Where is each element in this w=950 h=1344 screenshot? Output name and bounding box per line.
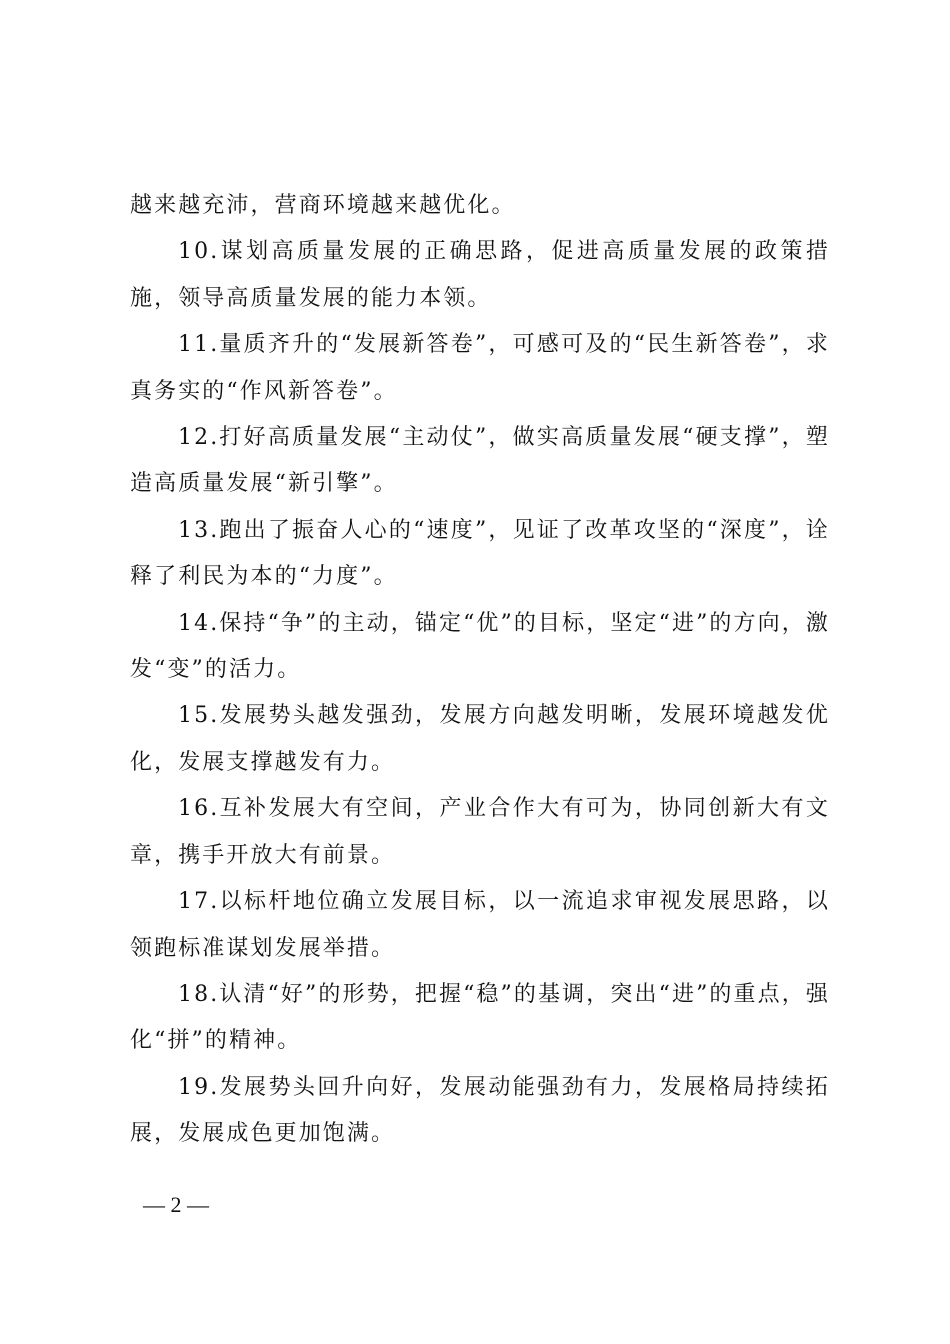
list-item-17: 17.以标杆地位确立发展目标，以一流追求审视发展思路，以领跑标准谋划发展举措。 (130, 889, 830, 961)
page-number: — 2 — (143, 1192, 209, 1217)
list-item-16: 16.互补发展大有空间，产业合作大有可为，协同创新大有文章，携手开放大有前景。 (130, 796, 830, 868)
list-item-13: 13.跑出了振奋人心的“速度”，见证了改革攻坚的“深度”，诠释了利民为本的“力度”。 (130, 517, 830, 590)
list-item-10: 10.谋划高质量发展的正确思路，促进高质量发展的政策措施，领导高质量发展的能力本领。 (130, 239, 830, 311)
list-item-18: 18.认清“好”的形势，把握“稳”的基调，突出“进”的重点，强化“拼”的精神。 (130, 981, 830, 1054)
paragraph-continuation: 越来越充沛，营商环境越来越优化。 (130, 193, 516, 218)
document-body (130, 183, 830, 1158)
list-item-11: 11.量质齐升的“发展新答卷”，可感可及的“民生新答卷”，求真务实的“作风新答卷”。 (130, 332, 830, 404)
list-item-12: 12.打好高质量发展“主动仗”，做实高质量发展“硬支撑”，塑造高质量发展“新引擎”。 (130, 425, 830, 497)
list-item-15: 15.发展势头越发强劲，发展方向越发明晰，发展环境越发优化，发展支撑越发有力。 (130, 703, 830, 775)
list-item-19: 19.发展势头回升向好，发展动能强劲有力，发展格局持续拓展，发展成色更加饱满。 (130, 1074, 830, 1147)
list-item-14: 14.保持“争”的主动，锚定“优”的目标，坚定“进”的方向，激发“变”的活力。 (130, 610, 830, 683)
